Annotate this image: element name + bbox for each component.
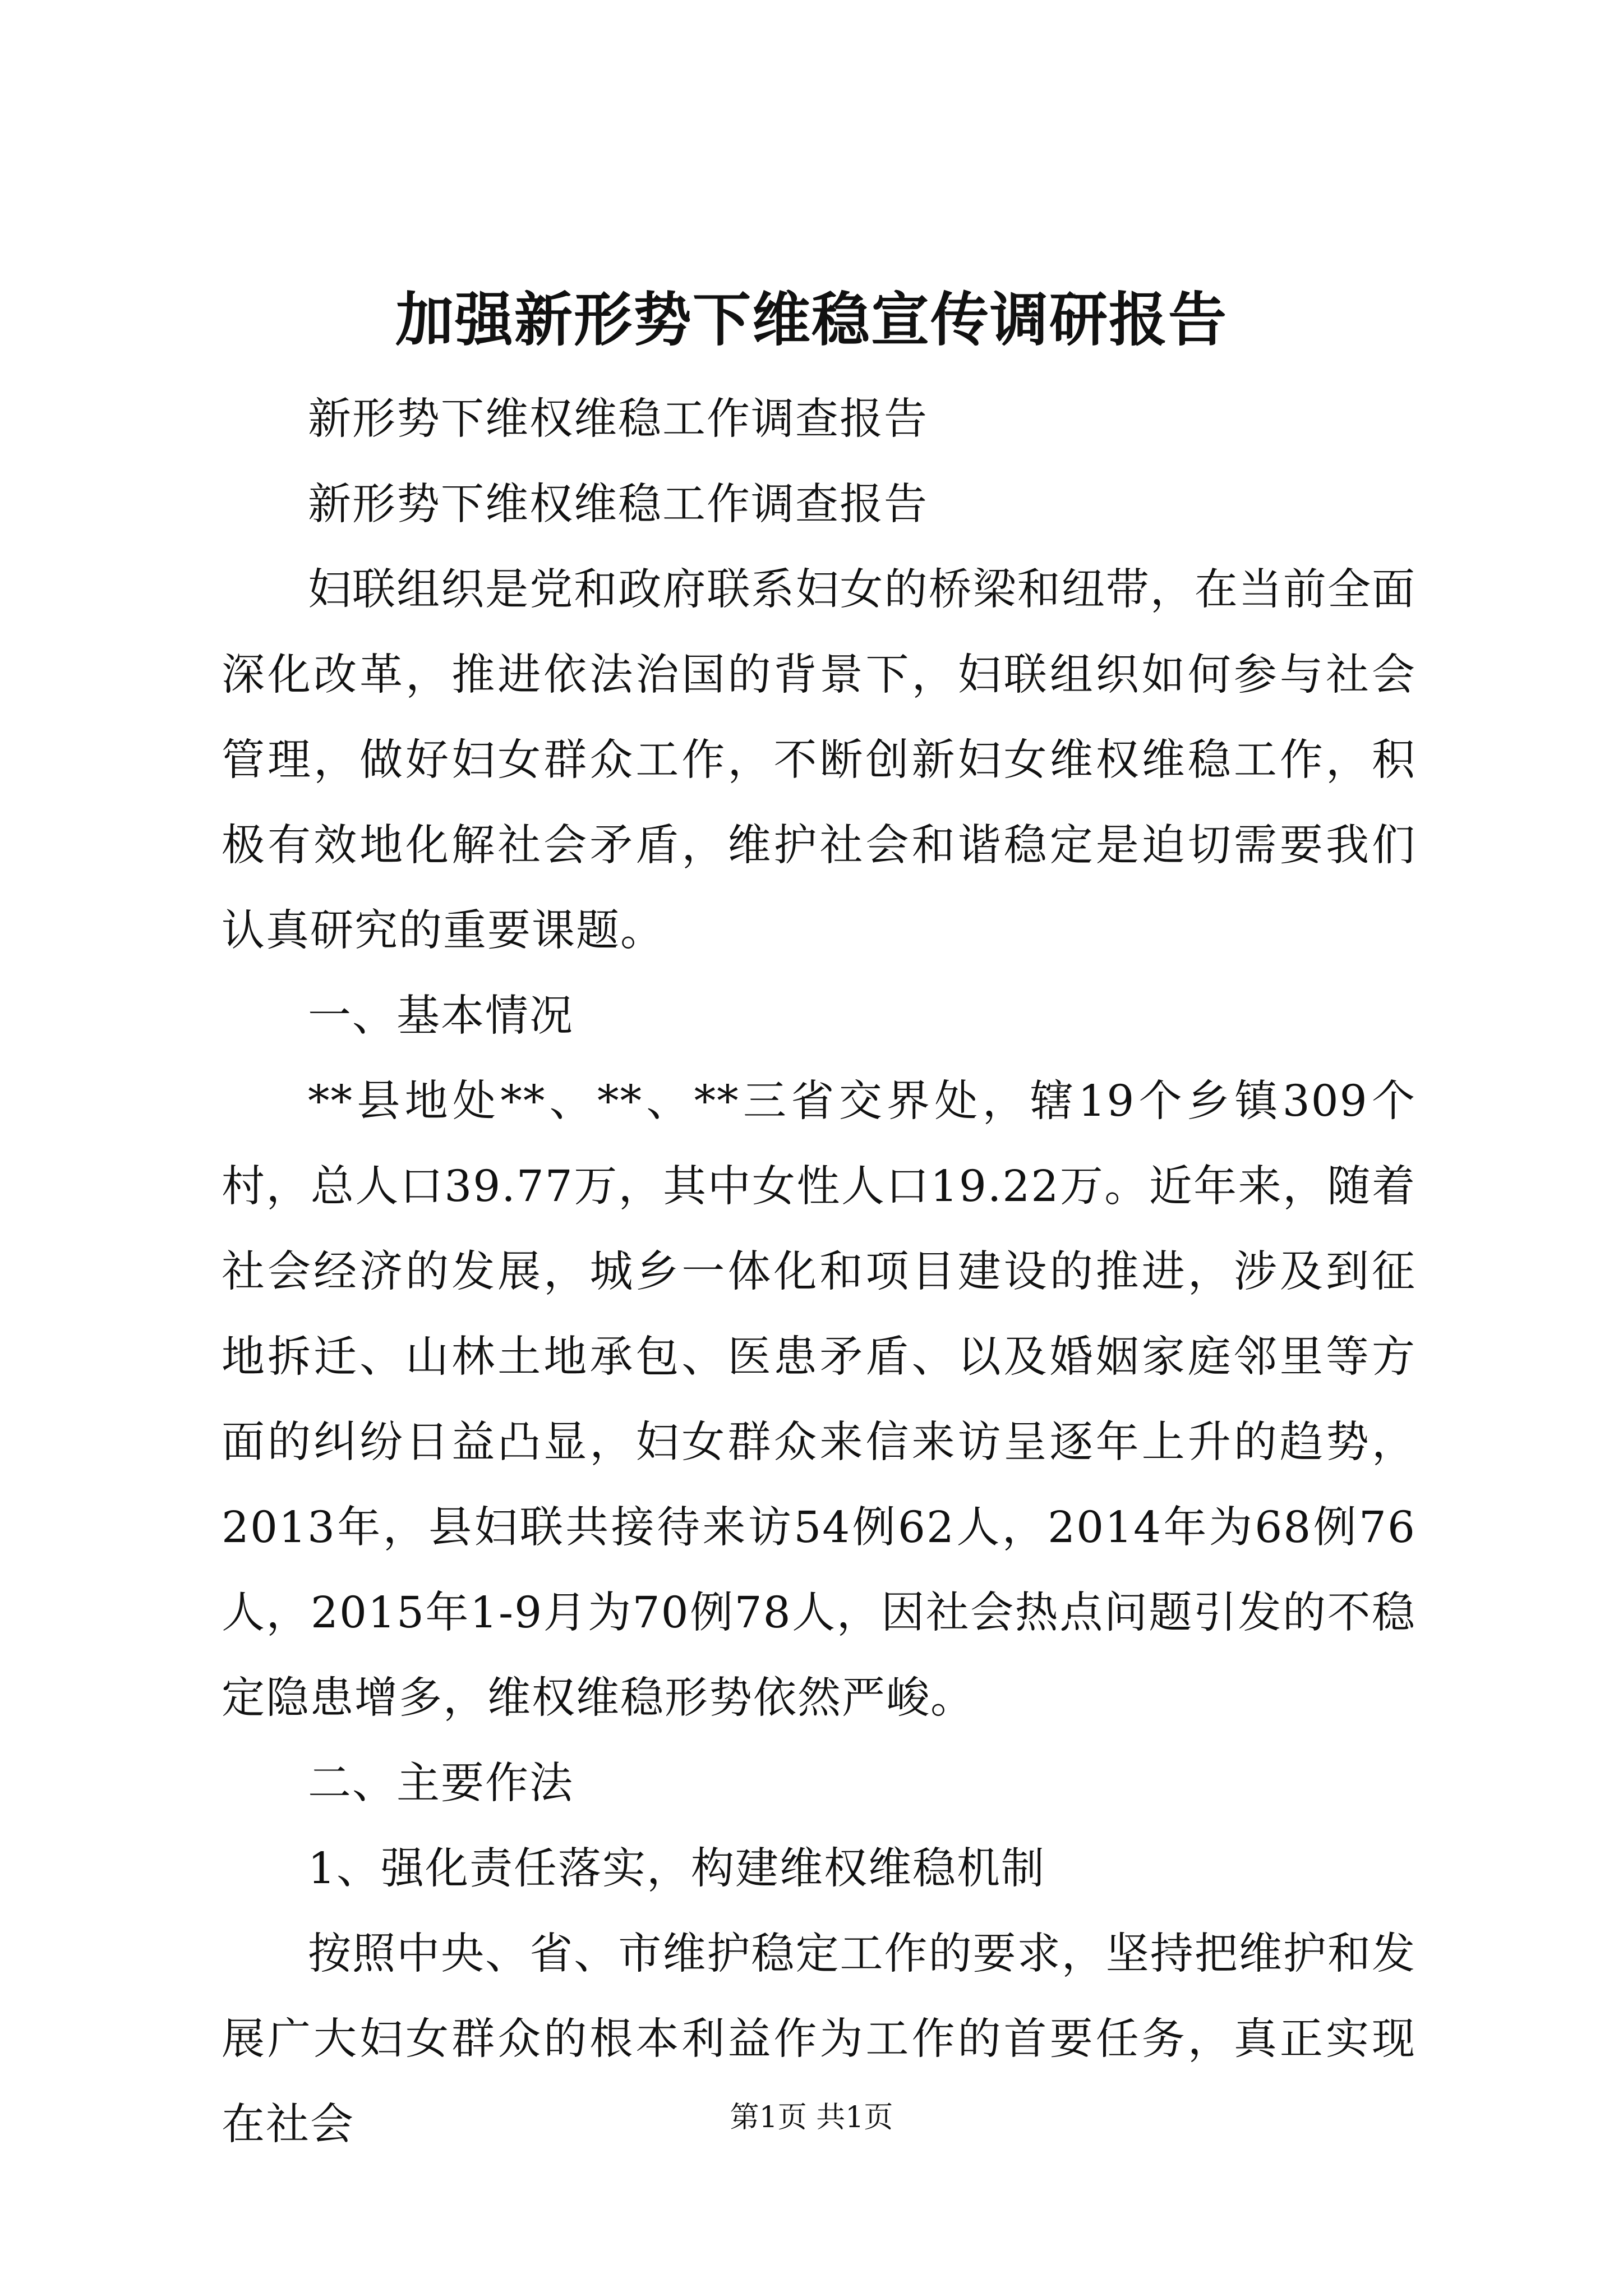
intro-paragraph: 妇联组织是党和政府联系妇女的桥梁和纽带，在当前全面深化改革，推进依法治国的背景下，妇联组织如何参与社会管理，做好妇女群众工作，不断创新妇女维权维稳工作，积极有效地化解社会矛盾，维护社会和谐稳定是迫切需要我们认真研究的重要课题。 (222, 565, 1416, 956)
section-heading: 一、基本情况 (308, 991, 574, 1041)
subsection-heading: 1、强化责任落实，构建维权维稳机制 (308, 1844, 1045, 1894)
body-paragraph: **县地处**、**、**三省交界处，辖19个乡镇309个村，总人口39.77万，其中女性人口19.22万。近年来，随着社会经济的发展，城乡一体化和项目建设的推进，涉及到征地拆迁、山林土地承包、医患矛盾、以及婚姻家庭邻里等方面的纠纷日益凸显，妇女群众来信来访呈逐年上升的趋势，2013年，县妇联共接待来访54例62人，2014年为68例76人，2015年1-9月为70例78人，因社会热点问题引发的不稳定隐患增多，维权维稳形势依然严峻。 (222, 1076, 1416, 1723)
document-body (222, 377, 1416, 2168)
subtitle-paragraph: 新形势下维权维稳工作调查报告 (308, 480, 928, 530)
section-heading: 二、主要作法 (308, 1759, 574, 1809)
page-footer: 第1页 共1页 (730, 2101, 893, 2134)
document-title: 加强新形势下维稳宣传调研报告 (395, 285, 1228, 354)
subtitle-paragraph: 新形势下维权维稳工作调查报告 (308, 394, 928, 444)
body-paragraph: 按照中央、省、市维护稳定工作的要求，坚持把维护和发展广大妇女群众的根本利益作为工作的首要任务，真正实现在社会 (222, 1929, 1416, 2150)
